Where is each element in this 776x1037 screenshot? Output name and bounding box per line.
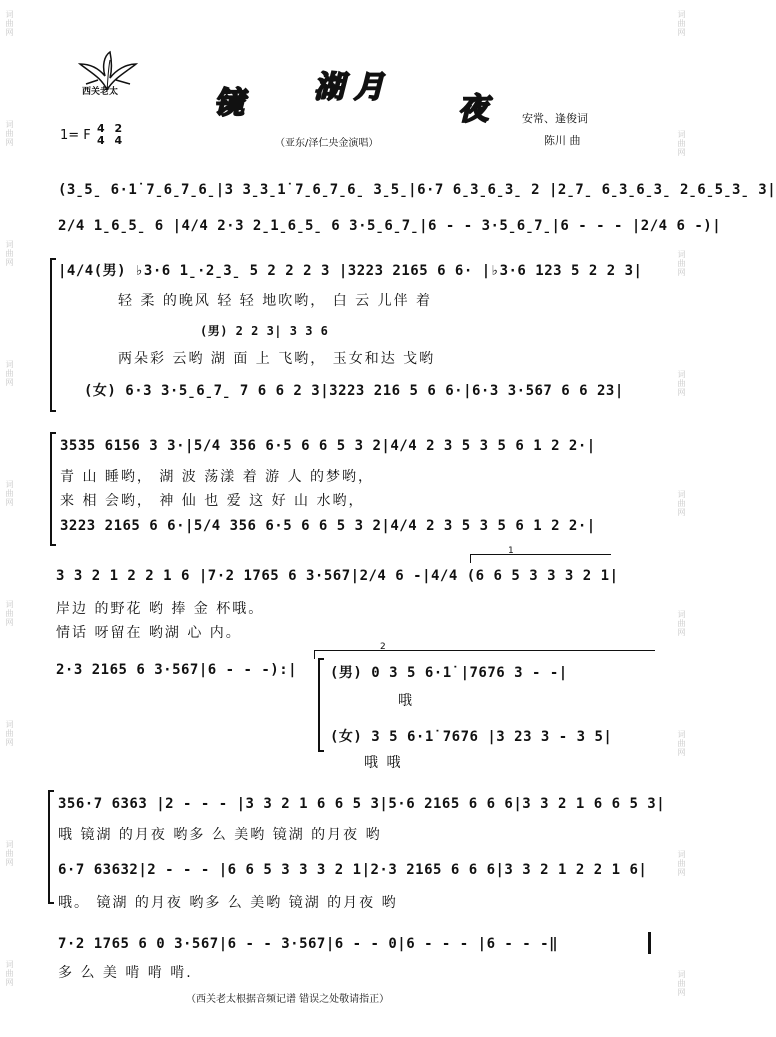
watermark-right-4: 词曲网: [677, 370, 686, 397]
final-barline: [648, 932, 651, 954]
watermark-right-2: 词曲网: [677, 130, 686, 157]
score-line-12: 356·7 6363 |2 - - - |3 3 2 1 6 6 5 3|5·6 2165 6 6 6|3 3 2 1 6 6 5 3|: [58, 796, 666, 812]
score-line-5: (女) 6·3 3·5̱6̱7̱ 7 6 6 2 3|3223 216 5 6 6·|6·3 3·567 6 6 23|: [84, 383, 624, 399]
watermark-left-4: 词曲网: [5, 360, 14, 387]
logo: [72, 50, 142, 100]
staff-bracket-2: [50, 432, 56, 546]
lyric-line-9: 哦 镜湖 的月夜 哟多 么 美哟 镜湖 的月夜 哟: [58, 827, 382, 843]
watermark-right-9: 词曲网: [677, 970, 686, 997]
watermark-left-2: 词曲网: [5, 120, 14, 147]
footer-note: （西关老太根据音频记谱 错误之处敬请指正）: [186, 994, 390, 1005]
time-signature-lower: 4 4: [97, 134, 126, 147]
staff-bracket-4: [48, 790, 54, 904]
score-line-13: 6·7 63632|2 - - - |6 6 5 3 3 3 2 1|2·3 2165 6 6 6|3 3 2 1 2 2 1 6|: [58, 862, 648, 878]
watermark-left-9: 词曲网: [5, 960, 14, 987]
score-line-10: (男) 0 3 5 6·1̇ |7676 3 - -|: [330, 665, 568, 681]
key-signature: 1= F: [60, 128, 91, 143]
lyric-line-2: 两朵彩 云哟 湖 面 上 飞哟， 玉女和达 戈哟: [118, 351, 436, 367]
title-char-1: 镜: [214, 86, 244, 121]
watermark-right-3: 词曲网: [677, 250, 686, 277]
logo-caption: 西关老太: [82, 87, 119, 97]
lyric-line-4: 来 相 会哟， 神 仙 也 爱 这 好 山 水哟，: [60, 493, 365, 509]
watermark-left-8: 词曲网: [5, 840, 14, 867]
lyric-line-8: 哦 哦: [364, 755, 403, 771]
score-line-1: (3̱5̱ 6·1̇ 7̱6̱7̱6̱|3 3̱3̱1̇ 7̱6̱7̱6̱ 3̱5̱|6·7 6̱3̱6̱3̱ 2 |2̱7̱ 6̱3̱6̱3̱ 2̱6̱5̱3̱ 3|: [58, 182, 776, 198]
watermark-right: 词曲网: [677, 10, 686, 37]
lyric-line-3: 青 山 睡哟， 湖 波 荡漾 着 游 人 的梦哟，: [60, 469, 375, 485]
staff-bracket-1: [50, 258, 56, 412]
volta-1: [470, 554, 611, 563]
volta-2-label: 2: [380, 642, 386, 652]
lyric-line-5: 岸边 的野花 哟 捧 金 杯哦。: [56, 601, 265, 617]
watermark-left-5: 词曲网: [5, 480, 14, 507]
score-line-4: (男) 2 2 3| 3 3 6: [200, 324, 329, 338]
score-line-9: 2·3 2165 6 3·567|6 - - -):|: [56, 662, 298, 678]
singers-credit: （亚东/泽仁央金演唱）: [275, 138, 379, 149]
lyric-line-7: 哦: [398, 693, 414, 709]
watermark-left-6: 词曲网: [5, 600, 14, 627]
watermark-right-8: 词曲网: [677, 850, 686, 877]
volta-2: [314, 650, 655, 659]
title-char-4: 夜: [458, 92, 488, 127]
lyricist-credit: 安常、逢俊词: [522, 112, 588, 125]
score-line-14: 7·2 1765 6 0 3·567|6 - - 3·567|6 - - 0|6 - - - |6 - - -‖: [58, 936, 559, 952]
lyric-line-10: 哦。 镜湖 的月夜 哟多 么 美哟 镜湖 的月夜 哟: [58, 895, 398, 911]
watermark-left-3: 词曲网: [5, 240, 14, 267]
watermark-right-6: 词曲网: [677, 610, 686, 637]
lyric-line-11: 多 么 美 啃 啃 啃.: [58, 965, 193, 981]
time-signature-upper: 4 2: [97, 122, 126, 135]
lyric-line-6: 情话 呀留在 哟湖 心 内。: [56, 625, 242, 641]
watermark-right-5: 词曲网: [677, 490, 686, 517]
score-line-8: 3 3 2 1 2 2 1 6 |7·2 1765 6 3·567|2/4 6 -|4/4 (6 6 5 3 3 3 2 1|: [56, 568, 619, 584]
title-char-2: 湖: [314, 70, 344, 105]
lyric-line-1: 轻 柔 的晚风 轻 轻 地吹哟， 白 云 儿伴 着: [118, 293, 433, 309]
score-line-2: 2/4 1̱6̱5̱ 6 |4/4 2·3 2̱1̱6̱5̱ 6 3·5̱6̱7̱|6 - - 3·5̱6̱7̱|6 - - - |2/4 6 -)|: [58, 218, 722, 234]
score-line-11: (女) 3 5 6·1̇ 7676 |3 23 3 - 3 5|: [330, 729, 613, 745]
volta-1-label: 1: [508, 546, 514, 556]
composer-credit: 陈川 曲: [544, 134, 581, 147]
watermark-right-7: 词曲网: [677, 730, 686, 757]
watermark-left-7: 词曲网: [5, 720, 14, 747]
score-line-7: 3223 2165 6 6·|5/4 356 6·5 6 6 5 3 2|4/4 2 3 5 3 5 6 1 2 2·|: [60, 518, 596, 534]
score-line-6: 3535 6156 3 3·|5/4 356 6·5 6 6 5 3 2|4/4 2 3 5 3 5 6 1 2 2·|: [60, 438, 596, 454]
score-line-3: |4/4(男) ♭3·6 1̱·2̱3̱ 5 2 2 2 3 |3223 2165 6 6· |♭3·6 123 5 2 2 3|: [58, 263, 643, 279]
title-char-3: 月: [354, 70, 384, 105]
watermark-left: 词曲网: [5, 10, 14, 37]
staff-bracket-3: [318, 658, 324, 752]
